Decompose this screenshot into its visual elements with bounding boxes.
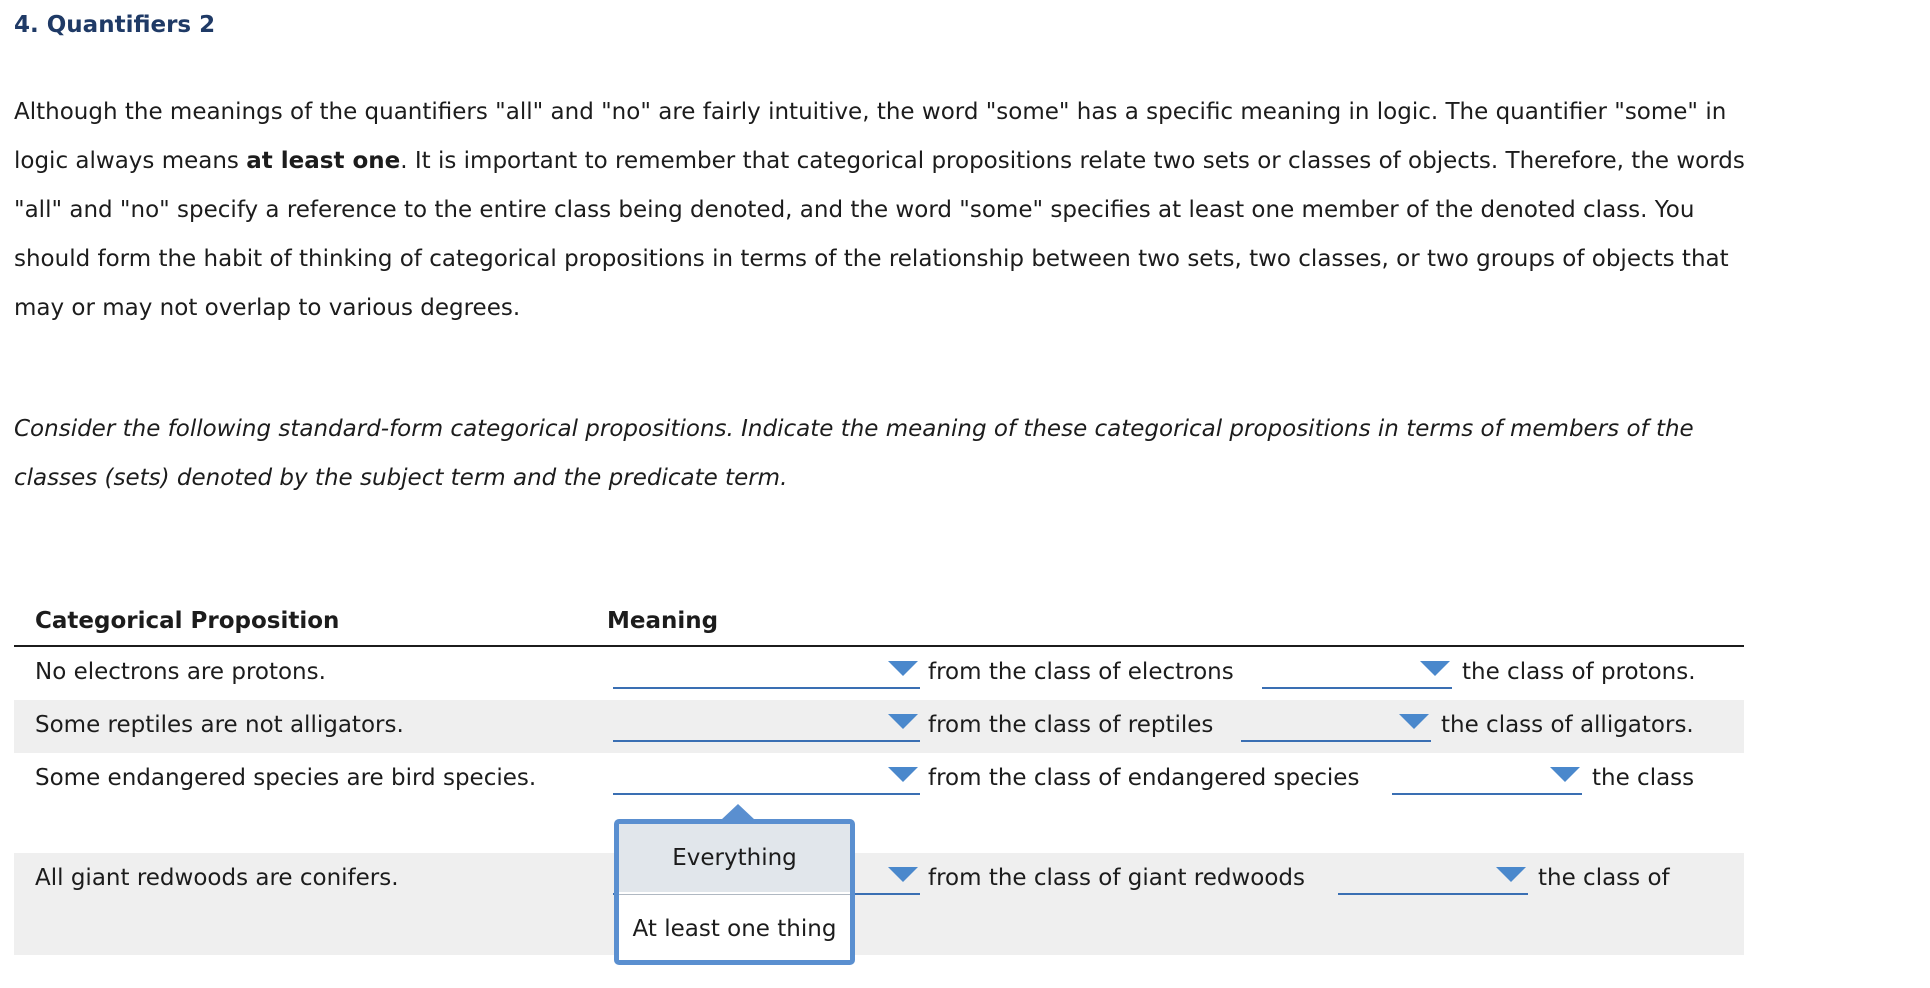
dropdown-menu — [614, 819, 855, 965]
meaning-dropdown-1[interactable] — [613, 653, 920, 689]
dropdown-arrow-icon[interactable] — [1420, 661, 1450, 676]
meaning-middle-text: from the class of giant redwoods — [928, 865, 1306, 891]
intro-line: should form the habit of thinking of categorical propositions in terms of the relationship between two sets, two classes, or two groups of objects that — [14, 246, 1729, 272]
meaning-dropdown-2[interactable] — [1241, 706, 1431, 742]
dropdown-arrow-icon[interactable] — [888, 714, 918, 729]
dropdown-arrow-icon[interactable] — [1399, 714, 1429, 729]
proposition-text: Some reptiles are not alligators. — [35, 712, 404, 738]
intro-emphasis: at least one — [246, 148, 401, 174]
instructions-line: Consider the following standard-form categorical propositions. Indicate the meaning of these categorical propositions in terms of members of the — [14, 416, 1694, 442]
menu-option-at-least-one-thing[interactable]: At least one thing — [619, 894, 850, 963]
meaning-dropdown-2[interactable] — [1392, 759, 1582, 795]
meaning-middle-text: from the class of reptiles — [928, 712, 1214, 738]
dropdown-arrow-icon[interactable] — [888, 661, 918, 676]
proposition-text: Some endangered species are bird species. — [35, 765, 537, 791]
instructions-line: classes (sets) denoted by the subject term and the predicate term. — [14, 465, 788, 491]
table-header — [14, 600, 1744, 647]
dropdown-arrow-icon[interactable] — [888, 767, 918, 782]
meaning-dropdown-1[interactable] — [613, 706, 920, 742]
meaning-dropdown-2[interactable] — [1338, 859, 1528, 895]
menu-pointer-icon — [721, 804, 755, 820]
header-meaning: Meaning — [607, 608, 719, 634]
table-row — [14, 853, 1744, 955]
meaning-end-text: the class of — [1538, 865, 1670, 891]
meaning-end-text: the class — [1592, 765, 1695, 791]
menu-option-everything[interactable]: Everything — [619, 824, 850, 892]
meaning-middle-text: from the class of endangered species — [928, 765, 1360, 791]
intro-line: "all" and "no" specify a reference to the entire class being denoted, and the word "some" specifies at least one member of the denoted class. You — [14, 197, 1695, 223]
proposition-text: All giant redwoods are conifers. — [35, 865, 399, 891]
propositions-table — [14, 600, 1744, 955]
dropdown-arrow-icon[interactable] — [1496, 867, 1526, 882]
proposition-text: No electrons are protons. — [35, 659, 326, 685]
meaning-dropdown-2[interactable] — [1262, 653, 1452, 689]
meaning-middle-text: from the class of electrons — [928, 659, 1234, 685]
intro-text: . It is important to remember that categorical propositions relate two sets or classes of objects. Therefore, the words — [400, 148, 1745, 174]
question-title: 4. Quantifiers 2 — [14, 12, 216, 38]
intro-line — [14, 137, 1894, 186]
meaning-end-text: the class of protons. — [1462, 659, 1696, 685]
header-proposition: Categorical Proposition — [35, 608, 340, 634]
table-row — [14, 753, 1744, 853]
intro-text: logic always means — [14, 148, 247, 174]
meaning-end-text: the class of alligators. — [1441, 712, 1694, 738]
intro-line: may or may not overlap to various degrees. — [14, 295, 521, 321]
intro-paragraph — [14, 88, 1894, 333]
instructions-paragraph — [14, 405, 1894, 503]
dropdown-arrow-icon[interactable] — [1550, 767, 1580, 782]
intro-line: Although the meanings of the quantifiers "all" and "no" are fairly intuitive, the word "some" has a specific meaning in logic. The quantifier "some" in — [14, 99, 1727, 125]
table-row — [14, 647, 1744, 700]
dropdown-arrow-icon[interactable] — [888, 867, 918, 882]
table-row — [14, 700, 1744, 753]
meaning-dropdown-1[interactable] — [613, 759, 920, 795]
